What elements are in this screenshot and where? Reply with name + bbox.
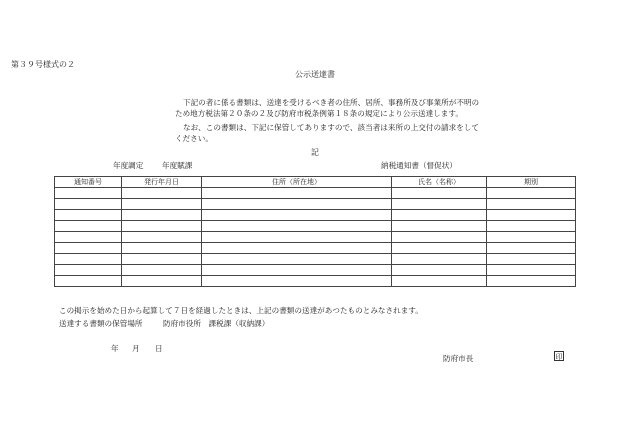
table-cell[interactable] [55,254,122,265]
table-cell[interactable] [487,276,576,287]
storage-location-label: 送達する書類の保管場所 [59,319,143,328]
table-cell[interactable] [55,232,122,243]
table-cell[interactable] [392,232,487,243]
header-address: 住所（所在地） [202,177,392,188]
table-body [55,188,576,287]
table-cell[interactable] [55,210,122,221]
table-cell[interactable] [487,221,576,232]
table-cell[interactable] [392,210,487,221]
ki-heading: 記 [311,148,319,157]
table-cell[interactable] [392,243,487,254]
table-cell[interactable] [202,276,392,287]
table-cell[interactable] [487,232,576,243]
table-cell[interactable] [392,276,487,287]
table-cell[interactable] [487,188,576,199]
table-cell[interactable] [55,276,122,287]
table-cell[interactable] [122,210,202,221]
table-cell[interactable] [122,221,202,232]
table-row [55,232,576,243]
table-cell[interactable] [122,243,202,254]
deemed-served-note: この掲示を始めた日から起算して７日を経過したときは、上記の書類の送達があつたものとみなされます。 [59,306,423,315]
date-year: 年 [111,344,119,353]
table-row [55,188,576,199]
table-cell[interactable] [202,221,392,232]
label-tax-notice: 納税通知書（督促状） [381,161,457,170]
header-issue-date: 発行年月日 [122,177,202,188]
table-row [55,254,576,265]
table-cell[interactable] [202,210,392,221]
table-row [55,199,576,210]
table-cell[interactable] [392,221,487,232]
table-cell[interactable] [202,243,392,254]
paragraph-1-line-2: ため地方税法第２０条の２及び防府市税条例第１８条の規定により公示送達します。 [175,109,463,118]
notice-paragraph-1 [175,97,479,119]
table-cell[interactable] [487,254,576,265]
table-row [55,276,576,287]
notice-paragraph-2 [175,122,479,144]
table-cell[interactable] [487,265,576,276]
table-cell[interactable] [202,265,392,276]
date-month: 月 [132,344,140,353]
table-cell[interactable] [487,199,576,210]
table-cell[interactable] [55,199,122,210]
table-cell[interactable] [487,210,576,221]
seal-stamp: 印 [555,353,563,361]
table-cell[interactable] [55,188,122,199]
table-row [55,210,576,221]
table-cell[interactable] [55,243,122,254]
table-row [55,221,576,232]
table-cell[interactable] [202,254,392,265]
storage-location-value: 防府市役所 課税課（収納課） [163,319,270,328]
table-cell[interactable] [202,232,392,243]
table-cell[interactable] [487,243,576,254]
paragraph-1-line-1: 下記の者に係る書類は、送達を受けるべき者の住所、居所、事務所及び事業所が不明の [183,98,480,107]
table-cell[interactable] [122,276,202,287]
table-cell[interactable] [202,199,392,210]
table-row [55,243,576,254]
paragraph-2-line-1: なお、この書類は、下記に保管してありますので、該当者は来所の上交付の請求をして [183,123,479,132]
signatory-mayor: 防府市長 [443,354,474,363]
table-cell[interactable] [392,254,487,265]
table-cell[interactable] [122,254,202,265]
table-cell[interactable] [55,221,122,232]
date-day: 日 [155,344,163,353]
header-name: 氏名（名称） [392,177,487,188]
table-row [55,265,576,276]
table-cell[interactable] [392,188,487,199]
notice-table [54,176,576,287]
table-cell[interactable] [122,265,202,276]
header-notice-number: 通知番号 [55,177,122,188]
table-cell[interactable] [122,188,202,199]
paragraph-2-line-2: ください。 [175,134,213,143]
label-year-assessment: 年度調定 [113,161,144,170]
table-cell[interactable] [122,232,202,243]
form-number: 第３９号様式の２ [11,60,75,69]
table-cell[interactable] [55,265,122,276]
table-cell[interactable] [392,199,487,210]
table-cell[interactable] [202,188,392,199]
document-title: 公示送達書 [295,70,335,79]
label-year-taxation: 年度賦課 [162,161,193,170]
table-header-row [55,177,576,188]
table-cell[interactable] [392,265,487,276]
header-period: 期別 [487,177,576,188]
table-cell[interactable] [122,199,202,210]
